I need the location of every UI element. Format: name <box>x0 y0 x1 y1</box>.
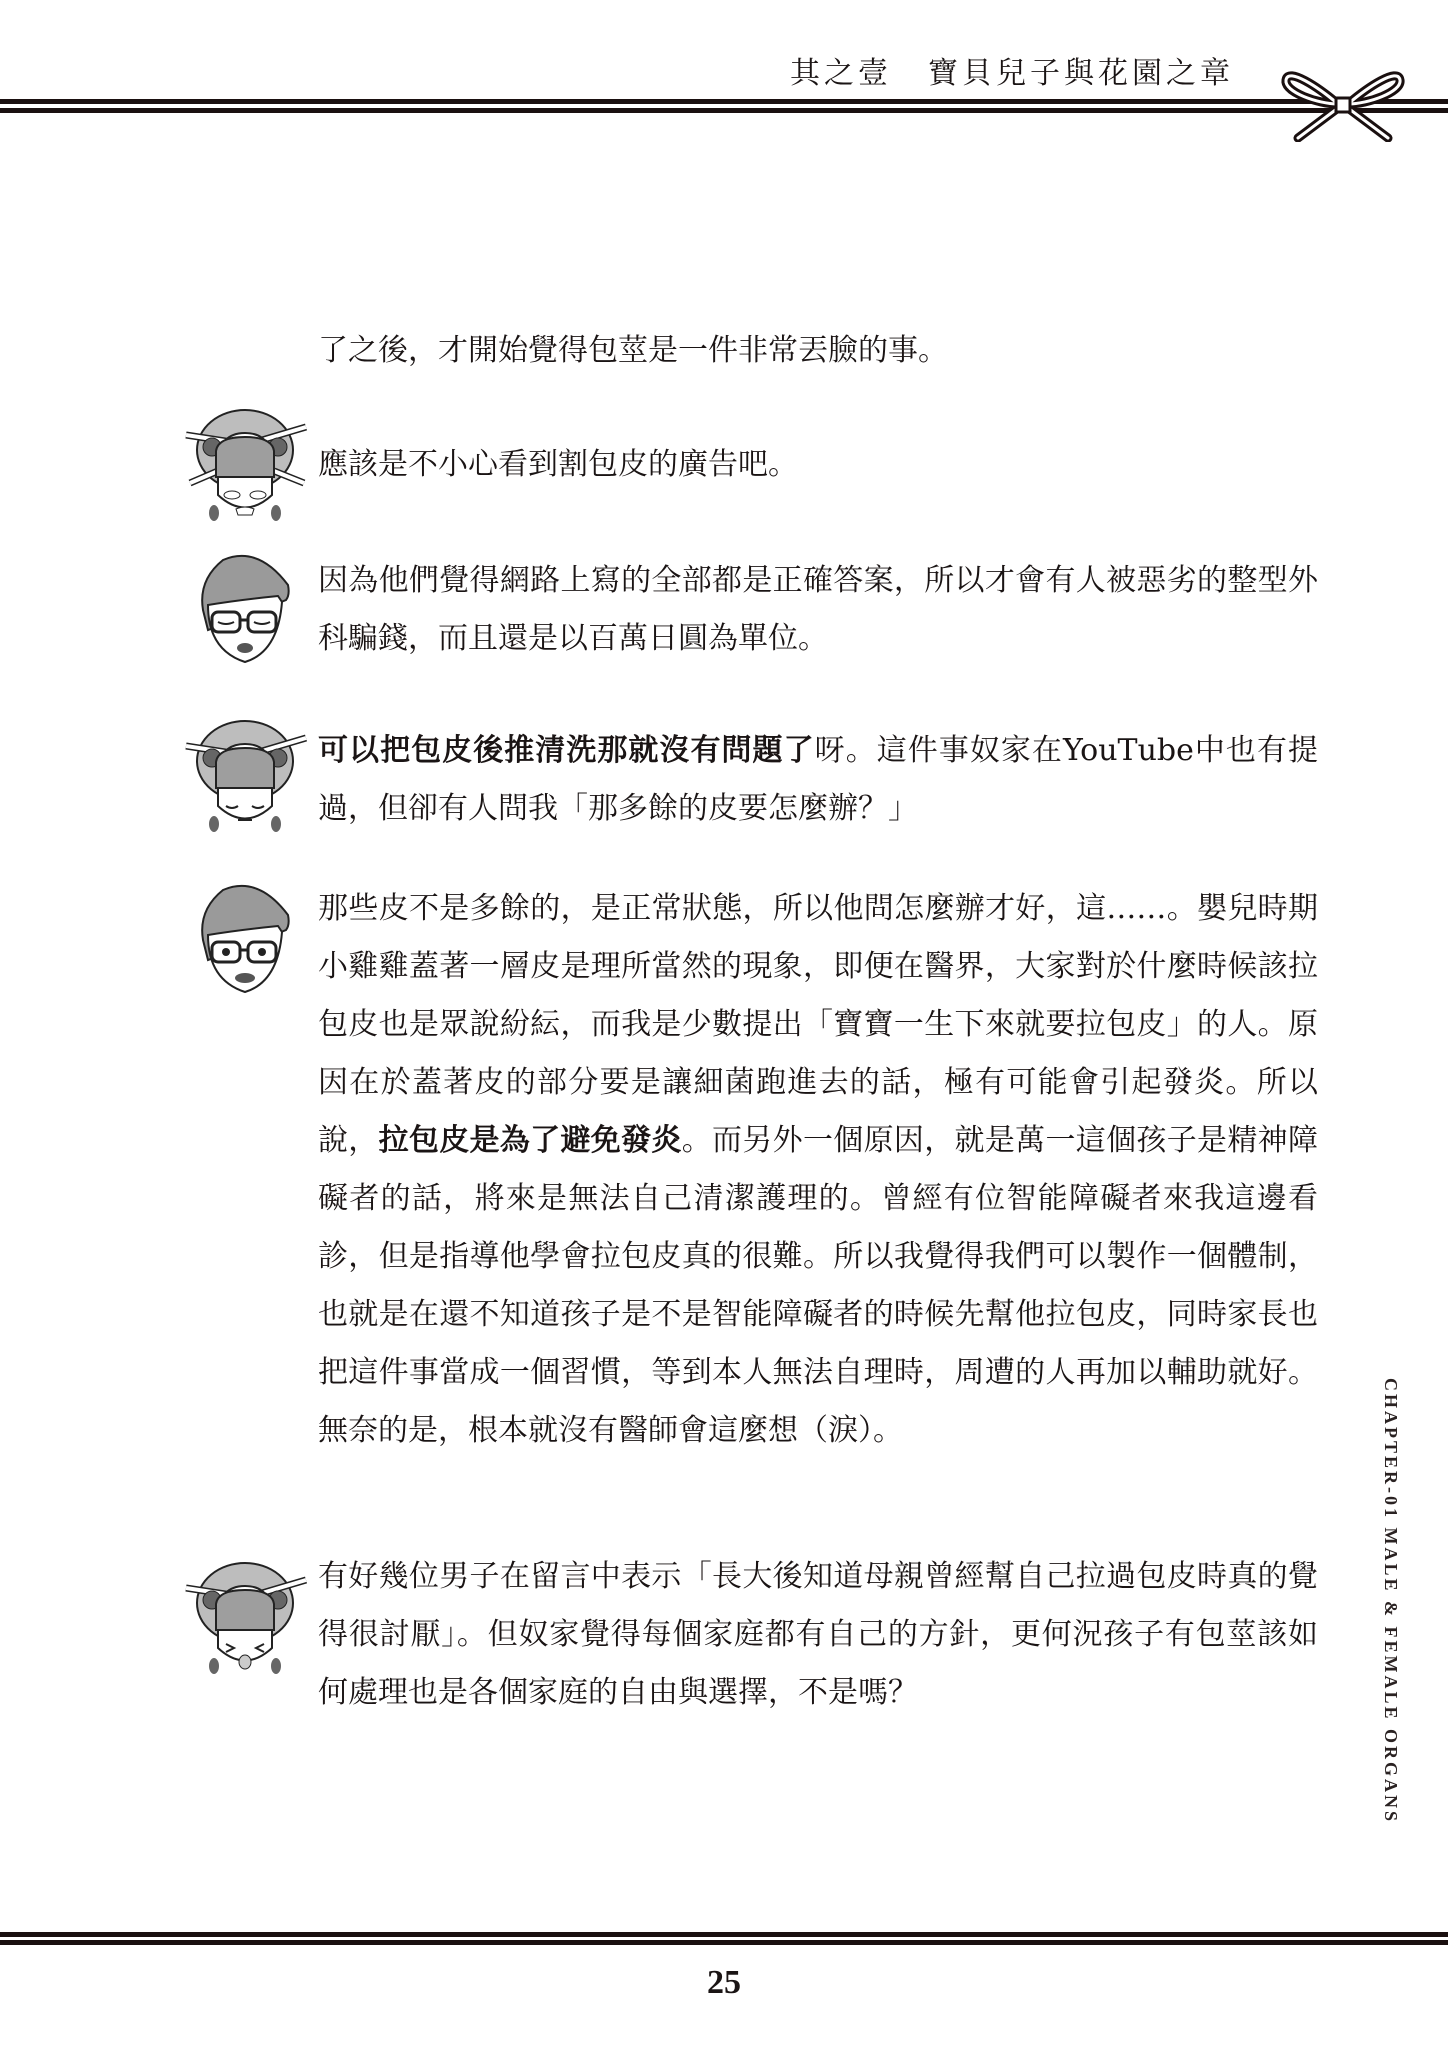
header-rule-top <box>0 99 1448 104</box>
paragraph-text: 因為他們覺得網路上寫的全部都是正確答案，所以才會有人被惡劣的整型外科騙錢，而且還是以百萬日圓為單位。 <box>318 563 1318 656</box>
paragraph-2 <box>318 436 1318 494</box>
paragraph-text: 了之後，才開始覺得包莖是一件非常丟臉的事。 <box>318 333 948 368</box>
footer-rule-top <box>0 1932 1448 1937</box>
geisha-avatar-icon <box>178 1548 312 1678</box>
paragraph-text: 應該是不小心看到割包皮的廣告吧。 <box>318 447 798 482</box>
chapter-title: 寶貝兒子與花園之章 <box>928 56 1234 91</box>
paragraph-text: 。而另外一個原因，就是萬一這個孩子是精神障礙者的話，將來是無法自己清潔護理的。曾經有位智能障礙者來我這邊看診，但是指導他學會拉包皮真的很難。所以我覺得我們可以製作一個體制，也就是在還不知道孩子是不是智能障礙者的時候先幫他拉包皮，同時家長也把這件事當成一個習慣，等到本人無法自理時，周遭的人再加以輔助就好。無奈的是，根本就沒有醫師會這麼想（淚）。 <box>318 1123 1318 1448</box>
paragraph-5 <box>318 880 1318 1460</box>
page-number: 25 <box>707 1964 741 2001</box>
chapter-label: 其之壹 <box>790 56 892 91</box>
paragraph-text: 那些皮不是多餘的，是正常狀態，所以他問怎麼辦才好，這……。嬰兒時期小雞雞蓋著一層皮是理所當然的現象，即便在醫界，大家對於什麼時候該拉包皮也是眾說紛紜，而我是少數提出「寶寶一生下來就要拉包皮」的人。原因在於蓋著皮的部分要是讓細菌跑進去的話，極有可能會引起發炎。所以說， <box>318 891 1318 1158</box>
paragraph-text: 有好幾位男子在留言中表示「長大後知道母親曾經幫自己拉過包皮時真的覺得很討厭」。但奴家覺得每個家庭都有自己的方針，更何況孩子有包莖該如何處理也是各個家庭的自由與選擇，不是嗎？ <box>318 1559 1318 1710</box>
paragraph-3 <box>318 552 1318 668</box>
paragraph-4 <box>318 722 1318 838</box>
geisha-avatar-icon <box>178 395 312 525</box>
footer-rule-bottom <box>0 1940 1448 1945</box>
doctor-avatar-icon <box>178 870 312 1000</box>
emphasis-text: 拉包皮是為了避免發炎 <box>378 1123 682 1158</box>
header-rule-bottom <box>0 108 1448 113</box>
running-header <box>790 48 1234 92</box>
geisha-avatar-icon <box>178 706 312 836</box>
ribbon-bow-icon <box>1278 62 1408 142</box>
emphasis-text: 可以把包皮後推清洗那就沒有問題了 <box>318 733 815 768</box>
paragraph-text: 呀。這件事奴家在YouTube中也有提過，但卻有人問我「那多餘的皮要怎麼辦？」 <box>318 733 1319 826</box>
chapter-side-label: CHAPTER-01 MALE & FEMALE ORGANS <box>1381 1378 1401 1825</box>
paragraph-6 <box>318 1548 1318 1722</box>
paragraph-1 <box>318 322 1318 380</box>
doctor-avatar-icon <box>178 540 312 670</box>
